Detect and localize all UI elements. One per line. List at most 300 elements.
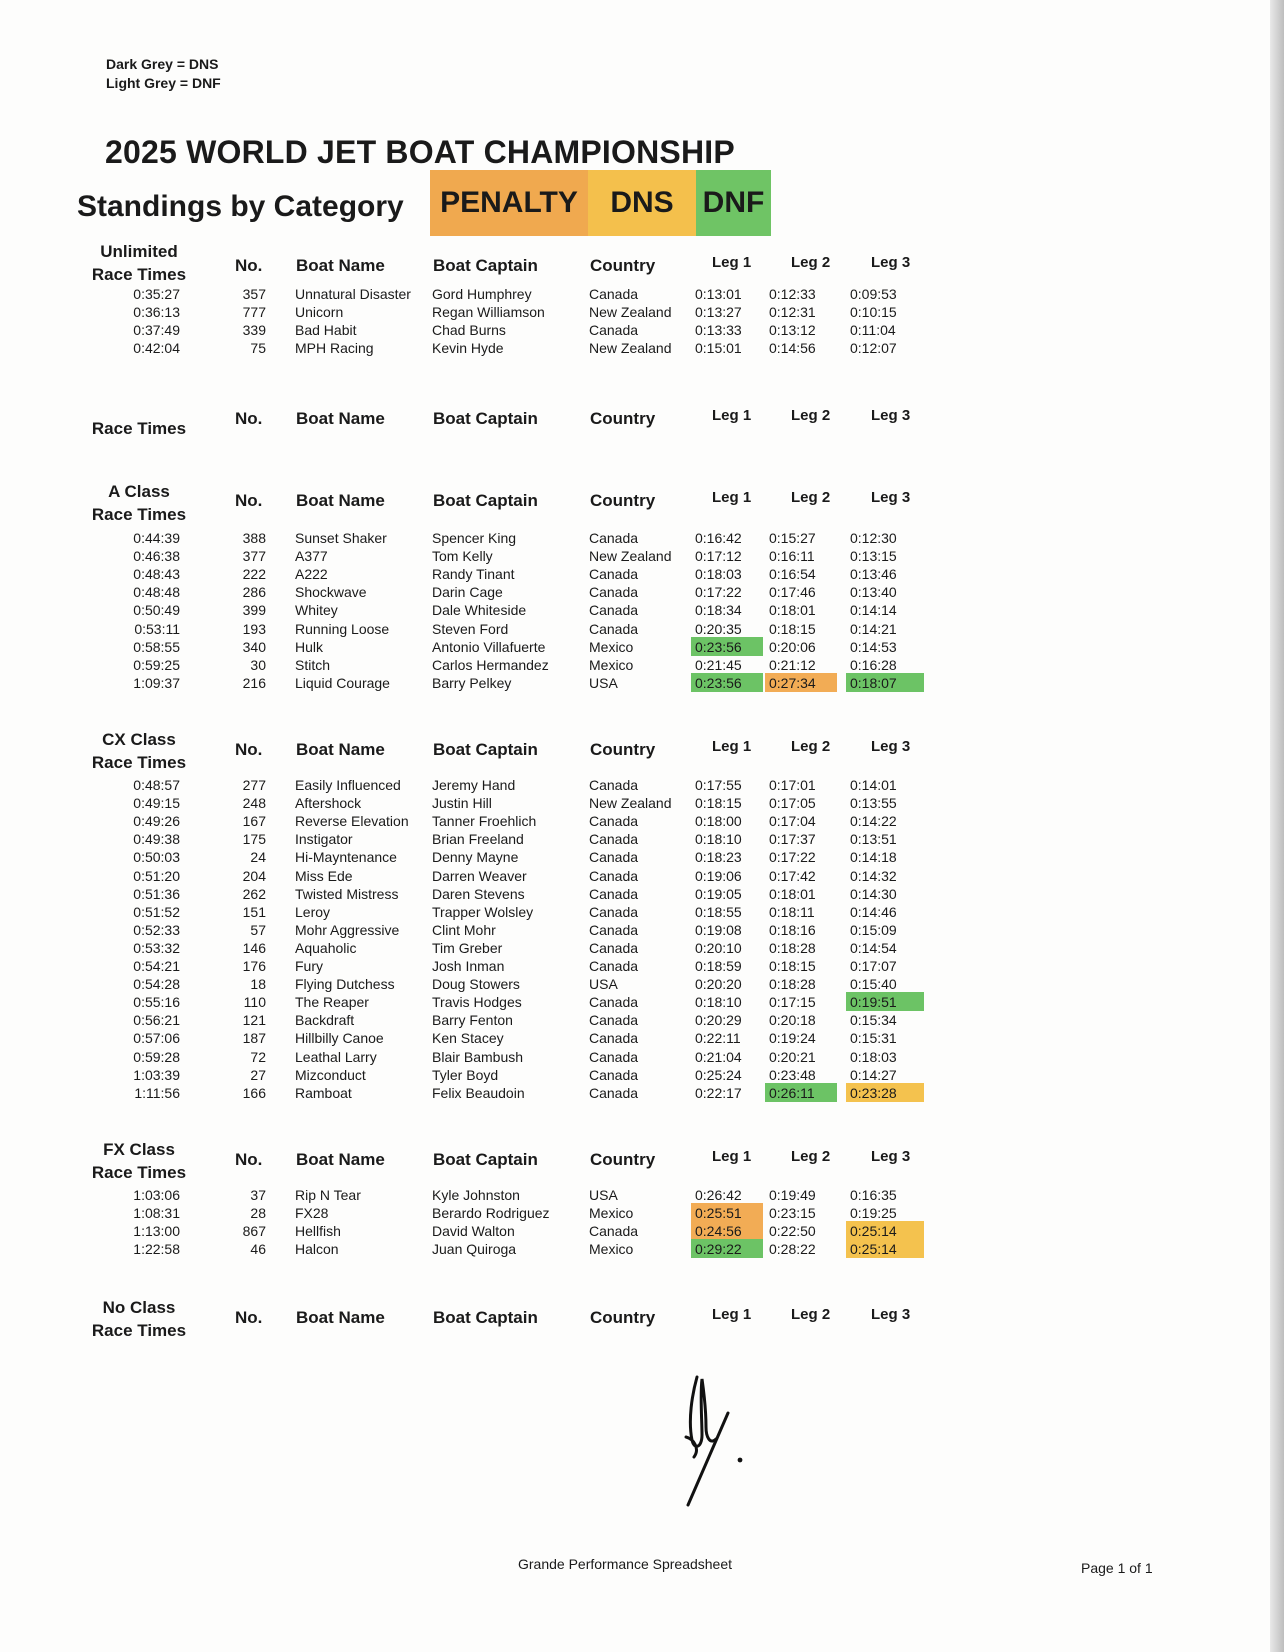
leg2-time: 0:17:22 bbox=[769, 849, 816, 866]
boat-captain: Tim Greber bbox=[432, 939, 503, 956]
leg3-time: 0:25:14 bbox=[850, 1223, 897, 1240]
boat-captain: Trapper Wolsley bbox=[432, 903, 534, 920]
boat-name: Twisted Mistress bbox=[295, 885, 399, 902]
race-time: 1:09:37 bbox=[133, 674, 180, 691]
race-time: 0:54:21 bbox=[133, 958, 180, 974]
boat-number: 339 bbox=[242, 322, 266, 339]
leg2-time: 0:17:01 bbox=[769, 777, 816, 793]
leg2-time: 0:17:46 bbox=[769, 584, 816, 601]
boat-number: 204 bbox=[242, 867, 266, 884]
boat-number: 37 bbox=[250, 1187, 266, 1203]
leg3-time: 0:14:27 bbox=[850, 1066, 897, 1083]
boat-number: 222 bbox=[242, 566, 266, 583]
boat-name: Rip N Tear bbox=[295, 1187, 361, 1203]
column-header-boat-name: Boat Name bbox=[296, 256, 385, 275]
boat-number: 777 bbox=[242, 304, 266, 321]
leg1-time: 0:22:11 bbox=[695, 1030, 741, 1047]
race-time: 0:48:43 bbox=[133, 566, 180, 583]
country: Canada bbox=[589, 921, 639, 938]
race-time: 0:36:13 bbox=[133, 304, 180, 321]
race-time: 0:48:48 bbox=[133, 584, 180, 601]
leg2-time: 0:27:34 bbox=[769, 674, 816, 691]
leg1-time: 0:19:05 bbox=[695, 885, 742, 902]
race-time: 0:49:38 bbox=[133, 831, 180, 848]
leg3-time: 0:14:22 bbox=[850, 813, 897, 830]
leg1-time: 0:29:22 bbox=[695, 1241, 742, 1258]
country: Canada bbox=[589, 1030, 639, 1047]
leg1-time: 0:18:59 bbox=[695, 958, 742, 974]
leg1-time: 0:25:51 bbox=[695, 1205, 742, 1222]
race-time: 0:50:03 bbox=[133, 849, 180, 866]
boat-captain: Spencer King bbox=[432, 530, 517, 546]
country: New Zealand bbox=[589, 795, 672, 812]
boat-number: 248 bbox=[242, 795, 266, 812]
country: Canada bbox=[589, 849, 639, 866]
country: Canada bbox=[589, 530, 639, 546]
leg1-time: 0:19:06 bbox=[695, 867, 742, 884]
leg2-time: 0:18:28 bbox=[769, 939, 816, 956]
country: Canada bbox=[589, 939, 639, 956]
race-time: 0:56:21 bbox=[133, 1012, 180, 1029]
leg3-time: 0:14:54 bbox=[850, 939, 897, 956]
leg1-time: 0:13:01 bbox=[695, 286, 742, 302]
boat-captain: Clint Mohr bbox=[432, 921, 496, 938]
country: Canada bbox=[589, 322, 639, 339]
boat-number: 175 bbox=[242, 831, 266, 848]
boat-number: 262 bbox=[242, 885, 266, 902]
boat-captain: Juan Quiroga bbox=[432, 1241, 517, 1258]
leg3-time: 0:13:15 bbox=[850, 548, 897, 565]
boat-number: 286 bbox=[242, 584, 266, 601]
race-time: 0:42:04 bbox=[133, 340, 180, 357]
column-header-country: Country bbox=[590, 256, 656, 275]
leg2-time: 0:23:48 bbox=[769, 1066, 816, 1083]
leg1-time: 0:18:23 bbox=[695, 849, 742, 866]
boat-name: Reverse Elevation bbox=[295, 813, 409, 830]
boat-number: 27 bbox=[250, 1066, 266, 1083]
page-subtitle: Standings by Category bbox=[77, 190, 404, 223]
country: Canada bbox=[589, 1223, 639, 1240]
boat-name: Aftershock bbox=[295, 795, 362, 812]
boat-name: Shockwave bbox=[295, 584, 367, 601]
leg3-time: 0:14:53 bbox=[850, 638, 897, 655]
leg2-time: 0:21:12 bbox=[769, 656, 816, 673]
leg2-time: 0:16:54 bbox=[769, 566, 816, 583]
leg1-time: 0:22:17 bbox=[695, 1084, 742, 1101]
leg3-time: 0:14:18 bbox=[850, 849, 897, 866]
column-header-leg1: Leg 1 bbox=[712, 1148, 752, 1165]
race-time: 1:03:06 bbox=[133, 1187, 180, 1203]
boat-captain: Kevin Hyde bbox=[432, 340, 504, 357]
boat-name: Leathal Larry bbox=[295, 1048, 377, 1065]
race-time: 1:08:31 bbox=[133, 1205, 180, 1222]
leg2-time: 0:17:37 bbox=[769, 831, 816, 848]
leg2-time: 0:18:11 bbox=[769, 903, 815, 920]
page-number: Page 1 of 1 bbox=[1081, 1560, 1153, 1576]
leg3-time: 0:13:55 bbox=[850, 795, 897, 812]
leg2-time: 0:18:15 bbox=[769, 620, 816, 637]
boat-captain: David Walton bbox=[432, 1223, 515, 1240]
country: New Zealand bbox=[589, 548, 672, 565]
leg1-time: 0:13:27 bbox=[695, 304, 742, 321]
race-time: 0:48:57 bbox=[133, 777, 180, 793]
race-time: 0:44:39 bbox=[133, 530, 180, 546]
leg2-time: 0:20:18 bbox=[769, 1012, 816, 1029]
boat-number: 176 bbox=[242, 958, 266, 974]
column-header-leg2: Leg 2 bbox=[791, 1148, 831, 1165]
country: Canada bbox=[589, 602, 639, 619]
country: Canada bbox=[589, 777, 639, 793]
leg1-time: 0:18:10 bbox=[695, 994, 742, 1011]
column-header-no: No. bbox=[235, 740, 263, 759]
leg2-time: 0:17:42 bbox=[769, 867, 816, 884]
boat-name: A222 bbox=[295, 566, 328, 583]
boat-captain: Justin Hill bbox=[432, 795, 492, 812]
country: Mexico bbox=[589, 1241, 634, 1258]
boat-captain: Doug Stowers bbox=[432, 976, 520, 993]
boat-captain: Chad Burns bbox=[432, 322, 506, 339]
leg3-time: 0:15:31 bbox=[850, 1030, 897, 1047]
race-time: 0:51:20 bbox=[133, 867, 180, 884]
boat-name: Whitey bbox=[295, 602, 338, 619]
boat-number: 166 bbox=[242, 1084, 266, 1101]
boat-number: 216 bbox=[242, 674, 266, 691]
race-time: 1:03:39 bbox=[133, 1066, 180, 1083]
leg3-time: 0:19:51 bbox=[850, 994, 897, 1011]
leg2-time: 0:15:27 bbox=[769, 530, 816, 546]
category-name: CX Class bbox=[102, 730, 176, 749]
leg3-time: 0:16:35 bbox=[850, 1187, 897, 1203]
leg3-time: 0:23:28 bbox=[850, 1084, 897, 1101]
leg1-time: 0:19:08 bbox=[695, 921, 742, 938]
country: Mexico bbox=[589, 638, 634, 655]
race-time: 0:49:15 bbox=[133, 795, 180, 812]
column-header-boat-captain: Boat Captain bbox=[433, 740, 538, 759]
race-time: 0:53:11 bbox=[134, 620, 180, 637]
leg3-time: 0:15:34 bbox=[850, 1012, 897, 1029]
boat-captain: Tyler Boyd bbox=[432, 1066, 499, 1083]
leg3-time: 0:14:30 bbox=[850, 885, 897, 902]
boat-name: Instigator bbox=[295, 831, 353, 848]
country: USA bbox=[589, 674, 618, 691]
boat-name: Flying Dutchess bbox=[295, 976, 395, 993]
leg3-time: 0:12:30 bbox=[850, 530, 897, 546]
boat-captain: Barry Pelkey bbox=[432, 674, 512, 691]
leg3-time: 0:17:07 bbox=[850, 958, 897, 974]
leg3-time: 0:15:40 bbox=[850, 976, 897, 993]
column-header-leg1: Leg 1 bbox=[712, 489, 752, 506]
leg2-time: 0:14:56 bbox=[769, 340, 816, 357]
race-time: 0:46:38 bbox=[133, 548, 180, 565]
leg1-time: 0:18:03 bbox=[695, 566, 742, 583]
leg2-time: 0:17:05 bbox=[769, 795, 816, 812]
country: Canada bbox=[589, 831, 639, 848]
race-time: 0:35:27 bbox=[133, 286, 180, 302]
boat-name: Liquid Courage bbox=[295, 674, 390, 691]
boat-name: Unnatural Disaster bbox=[295, 286, 411, 302]
boat-name: Halcon bbox=[295, 1241, 339, 1258]
race-time: 0:59:25 bbox=[133, 656, 180, 673]
boat-name: Unicorn bbox=[295, 304, 344, 321]
column-header-no: No. bbox=[235, 1150, 263, 1169]
boat-captain: Kyle Johnston bbox=[432, 1187, 520, 1203]
column-header-leg3: Leg 3 bbox=[871, 254, 911, 271]
country: Canada bbox=[589, 584, 639, 601]
leg2-time: 0:19:49 bbox=[769, 1187, 816, 1203]
country: Canada bbox=[589, 1048, 639, 1065]
leg3-time: 0:13:51 bbox=[850, 831, 897, 848]
column-header-boat-captain: Boat Captain bbox=[433, 1150, 538, 1169]
leg1-time: 0:17:22 bbox=[695, 584, 742, 601]
country: Canada bbox=[589, 286, 639, 302]
column-header-leg2: Leg 2 bbox=[791, 254, 831, 271]
race-time: 1:13:00 bbox=[133, 1223, 180, 1240]
boat-captain: Randy Tinant bbox=[432, 566, 515, 583]
boat-number: 75 bbox=[250, 340, 266, 357]
leg1-time: 0:26:42 bbox=[695, 1187, 742, 1203]
key-dnf: DNF bbox=[696, 170, 771, 236]
boat-name: Hulk bbox=[295, 638, 324, 655]
boat-captain: Tanner Froehlich bbox=[432, 813, 537, 830]
category-name: A Class bbox=[108, 482, 170, 501]
boat-number: 72 bbox=[250, 1048, 266, 1065]
boat-name: Ramboat bbox=[295, 1084, 352, 1101]
boat-name: Fury bbox=[295, 958, 323, 974]
leg1-time: 0:17:55 bbox=[695, 777, 742, 793]
leg2-time: 0:28:22 bbox=[769, 1241, 816, 1258]
boat-name: Easily Influenced bbox=[295, 777, 401, 793]
leg1-time: 0:20:35 bbox=[695, 620, 742, 637]
column-header-leg3: Leg 3 bbox=[871, 1306, 911, 1323]
column-header-leg2: Leg 2 bbox=[791, 738, 831, 755]
boat-name: Backdraft bbox=[295, 1012, 355, 1029]
footer-text: Grande Performance Spreadsheet bbox=[518, 1556, 733, 1572]
boat-number: 30 bbox=[250, 656, 266, 673]
key-penalty: PENALTY bbox=[430, 170, 588, 236]
category-subtitle: Race Times bbox=[91, 1321, 187, 1340]
boat-number: 377 bbox=[242, 548, 266, 565]
country: Canada bbox=[589, 994, 639, 1011]
boat-number: 399 bbox=[242, 602, 266, 619]
column-header-leg3: Leg 3 bbox=[871, 1148, 911, 1165]
leg3-time: 0:14:46 bbox=[850, 903, 897, 920]
column-header-country: Country bbox=[590, 1150, 656, 1169]
leg1-time: 0:23:56 bbox=[695, 638, 742, 655]
boat-captain: Josh Inman bbox=[432, 958, 505, 974]
leg3-time: 0:15:09 bbox=[850, 921, 897, 938]
boat-captain: Steven Ford bbox=[432, 620, 509, 637]
boat-name: Mohr Aggressive bbox=[295, 921, 400, 938]
boat-name: Stitch bbox=[295, 656, 331, 673]
boat-name: MPH Racing bbox=[295, 340, 374, 357]
country: Canada bbox=[589, 1066, 639, 1083]
column-header-leg2: Leg 2 bbox=[791, 1306, 831, 1323]
column-header-boat-captain: Boat Captain bbox=[433, 256, 538, 275]
race-time: 0:55:16 bbox=[133, 994, 180, 1011]
leg1-time: 0:18:10 bbox=[695, 831, 742, 848]
race-time: 0:53:32 bbox=[133, 939, 180, 956]
boat-number: 57 bbox=[250, 921, 266, 938]
leg1-time: 0:18:15 bbox=[695, 795, 742, 812]
boat-captain: Regan Williamson bbox=[432, 304, 545, 321]
legend-dnf-note: Light Grey = DNF bbox=[106, 75, 221, 91]
column-header-boat-name: Boat Name bbox=[296, 1150, 385, 1169]
leg1-time: 0:20:29 bbox=[695, 1012, 742, 1029]
category-subtitle: Race Times bbox=[91, 419, 187, 438]
leg1-time: 0:18:00 bbox=[695, 813, 742, 830]
boat-number: 146 bbox=[242, 939, 266, 956]
column-header-boat-name: Boat Name bbox=[296, 491, 385, 510]
boat-number: 24 bbox=[250, 849, 266, 866]
leg3-time: 0:10:15 bbox=[850, 304, 897, 321]
race-time: 1:22:58 bbox=[133, 1241, 180, 1258]
race-time: 0:51:36 bbox=[133, 885, 180, 902]
column-header-boat-name: Boat Name bbox=[296, 1308, 385, 1327]
boat-captain: Travis Hodges bbox=[432, 994, 522, 1011]
boat-name: FX28 bbox=[295, 1205, 329, 1222]
leg3-time: 0:16:28 bbox=[850, 656, 897, 673]
leg1-time: 0:21:04 bbox=[695, 1048, 742, 1065]
leg2-time: 0:16:11 bbox=[769, 548, 815, 565]
boat-number: 121 bbox=[242, 1012, 266, 1029]
leg2-time: 0:23:15 bbox=[769, 1205, 816, 1222]
country: Canada bbox=[589, 903, 639, 920]
column-header-country: Country bbox=[590, 491, 656, 510]
country: New Zealand bbox=[589, 340, 672, 357]
column-header-no: No. bbox=[235, 491, 263, 510]
leg2-time: 0:22:50 bbox=[769, 1223, 816, 1240]
country: Canada bbox=[589, 620, 639, 637]
leg3-time: 0:18:03 bbox=[850, 1048, 897, 1065]
boat-number: 167 bbox=[242, 813, 266, 830]
leg3-time: 0:13:46 bbox=[850, 566, 897, 583]
race-time: 0:50:49 bbox=[133, 602, 180, 619]
boat-number: 18 bbox=[250, 976, 266, 993]
category-name: FX Class bbox=[103, 1140, 175, 1159]
leg1-time: 0:18:34 bbox=[695, 602, 742, 619]
country: USA bbox=[589, 976, 618, 993]
country: Canada bbox=[589, 813, 639, 830]
leg1-time: 0:15:01 bbox=[695, 340, 742, 357]
boat-captain: Antonio Villafuerte bbox=[432, 638, 546, 655]
category-subtitle: Race Times bbox=[91, 1163, 187, 1182]
boat-number: 193 bbox=[242, 620, 266, 637]
leg2-time: 0:26:11 bbox=[769, 1084, 815, 1101]
leg2-time: 0:19:24 bbox=[769, 1030, 816, 1047]
column-header-leg1: Leg 1 bbox=[712, 1306, 752, 1323]
leg3-time: 0:19:25 bbox=[850, 1205, 897, 1222]
column-header-no: No. bbox=[235, 256, 263, 275]
column-header-boat-captain: Boat Captain bbox=[433, 409, 538, 428]
leg3-time: 0:12:07 bbox=[850, 340, 897, 357]
page-title: 2025 WORLD JET BOAT CHAMPIONSHIP bbox=[105, 134, 735, 170]
country: Mexico bbox=[589, 1205, 634, 1222]
column-header-boat-captain: Boat Captain bbox=[433, 1308, 538, 1327]
category-name: No Class bbox=[102, 1298, 176, 1317]
leg2-time: 0:17:04 bbox=[769, 813, 816, 830]
race-time: 0:59:28 bbox=[133, 1048, 180, 1065]
leg3-time: 0:09:53 bbox=[850, 286, 897, 302]
leg2-time: 0:12:31 bbox=[769, 304, 816, 321]
leg1-time: 0:18:55 bbox=[695, 903, 742, 920]
boat-captain: Gord Humphrey bbox=[432, 286, 532, 302]
boat-name: Hillbilly Canoe bbox=[295, 1030, 384, 1047]
boat-number: 151 bbox=[242, 903, 266, 920]
boat-number: 110 bbox=[243, 994, 266, 1011]
boat-captain: Darin Cage bbox=[432, 584, 503, 601]
column-header-leg1: Leg 1 bbox=[712, 407, 752, 424]
category-subtitle: Race Times bbox=[91, 265, 187, 284]
boat-captain: Jeremy Hand bbox=[432, 777, 516, 793]
boat-number: 277 bbox=[242, 777, 266, 793]
leg2-time: 0:18:01 bbox=[769, 885, 816, 902]
leg1-time: 0:24:56 bbox=[695, 1223, 742, 1240]
country: USA bbox=[589, 1187, 618, 1203]
leg2-time: 0:20:21 bbox=[769, 1048, 816, 1065]
column-header-leg2: Leg 2 bbox=[791, 407, 831, 424]
race-time: 0:58:55 bbox=[133, 638, 180, 655]
leg3-time: 0:14:14 bbox=[850, 602, 897, 619]
leg3-time: 0:11:04 bbox=[850, 322, 896, 339]
leg2-time: 0:17:15 bbox=[769, 994, 816, 1011]
leg1-time: 0:20:10 bbox=[695, 939, 742, 956]
boat-captain: Tom Kelly bbox=[432, 548, 493, 565]
leg3-time: 0:14:01 bbox=[850, 777, 897, 793]
boat-number: 340 bbox=[242, 638, 266, 655]
boat-name: Leroy bbox=[295, 903, 331, 920]
boat-captain: Ken Stacey bbox=[432, 1030, 504, 1047]
column-header-country: Country bbox=[590, 740, 656, 759]
leg1-time: 0:23:56 bbox=[695, 674, 742, 691]
leg1-time: 0:17:12 bbox=[695, 548, 742, 565]
country: Canada bbox=[589, 958, 639, 974]
column-header-leg1: Leg 1 bbox=[712, 738, 752, 755]
category-name: Unlimited bbox=[100, 242, 178, 261]
paper-edge bbox=[1270, 0, 1284, 1652]
race-time: 0:54:28 bbox=[133, 976, 180, 993]
boat-name: Hi-Mayntenance bbox=[295, 849, 397, 866]
boat-number: 28 bbox=[250, 1205, 266, 1222]
boat-captain: Darren Weaver bbox=[432, 867, 527, 884]
column-header-boat-name: Boat Name bbox=[296, 409, 385, 428]
leg2-time: 0:13:12 bbox=[769, 322, 816, 339]
boat-name: Bad Habit bbox=[295, 322, 357, 339]
race-time: 0:51:52 bbox=[133, 903, 180, 920]
column-header-leg3: Leg 3 bbox=[871, 738, 911, 755]
boat-number: 867 bbox=[242, 1223, 266, 1240]
leg3-time: 0:14:32 bbox=[850, 867, 897, 884]
country: Canada bbox=[589, 885, 639, 902]
race-time: 0:37:49 bbox=[133, 322, 180, 339]
boat-captain: Brian Freeland bbox=[432, 831, 524, 848]
color-legend-note bbox=[106, 55, 221, 93]
boat-number: 187 bbox=[242, 1030, 266, 1047]
boat-number: 46 bbox=[250, 1241, 266, 1258]
boat-captain: Denny Mayne bbox=[432, 849, 519, 866]
leg3-time: 0:18:07 bbox=[850, 674, 897, 691]
leg2-time: 0:18:28 bbox=[769, 976, 816, 993]
boat-captain: Daren Stevens bbox=[432, 885, 525, 902]
leg3-time: 0:14:21 bbox=[850, 620, 897, 637]
column-header-leg3: Leg 3 bbox=[871, 489, 911, 506]
leg1-time: 0:16:42 bbox=[695, 530, 742, 546]
boat-captain: Felix Beaudoin bbox=[432, 1084, 525, 1101]
boat-number: 388 bbox=[242, 530, 266, 546]
boat-captain: Blair Bambush bbox=[432, 1048, 524, 1065]
boat-captain: Berardo Rodriguez bbox=[432, 1205, 550, 1222]
country: Canada bbox=[589, 1012, 639, 1029]
leg1-time: 0:13:33 bbox=[695, 322, 742, 339]
